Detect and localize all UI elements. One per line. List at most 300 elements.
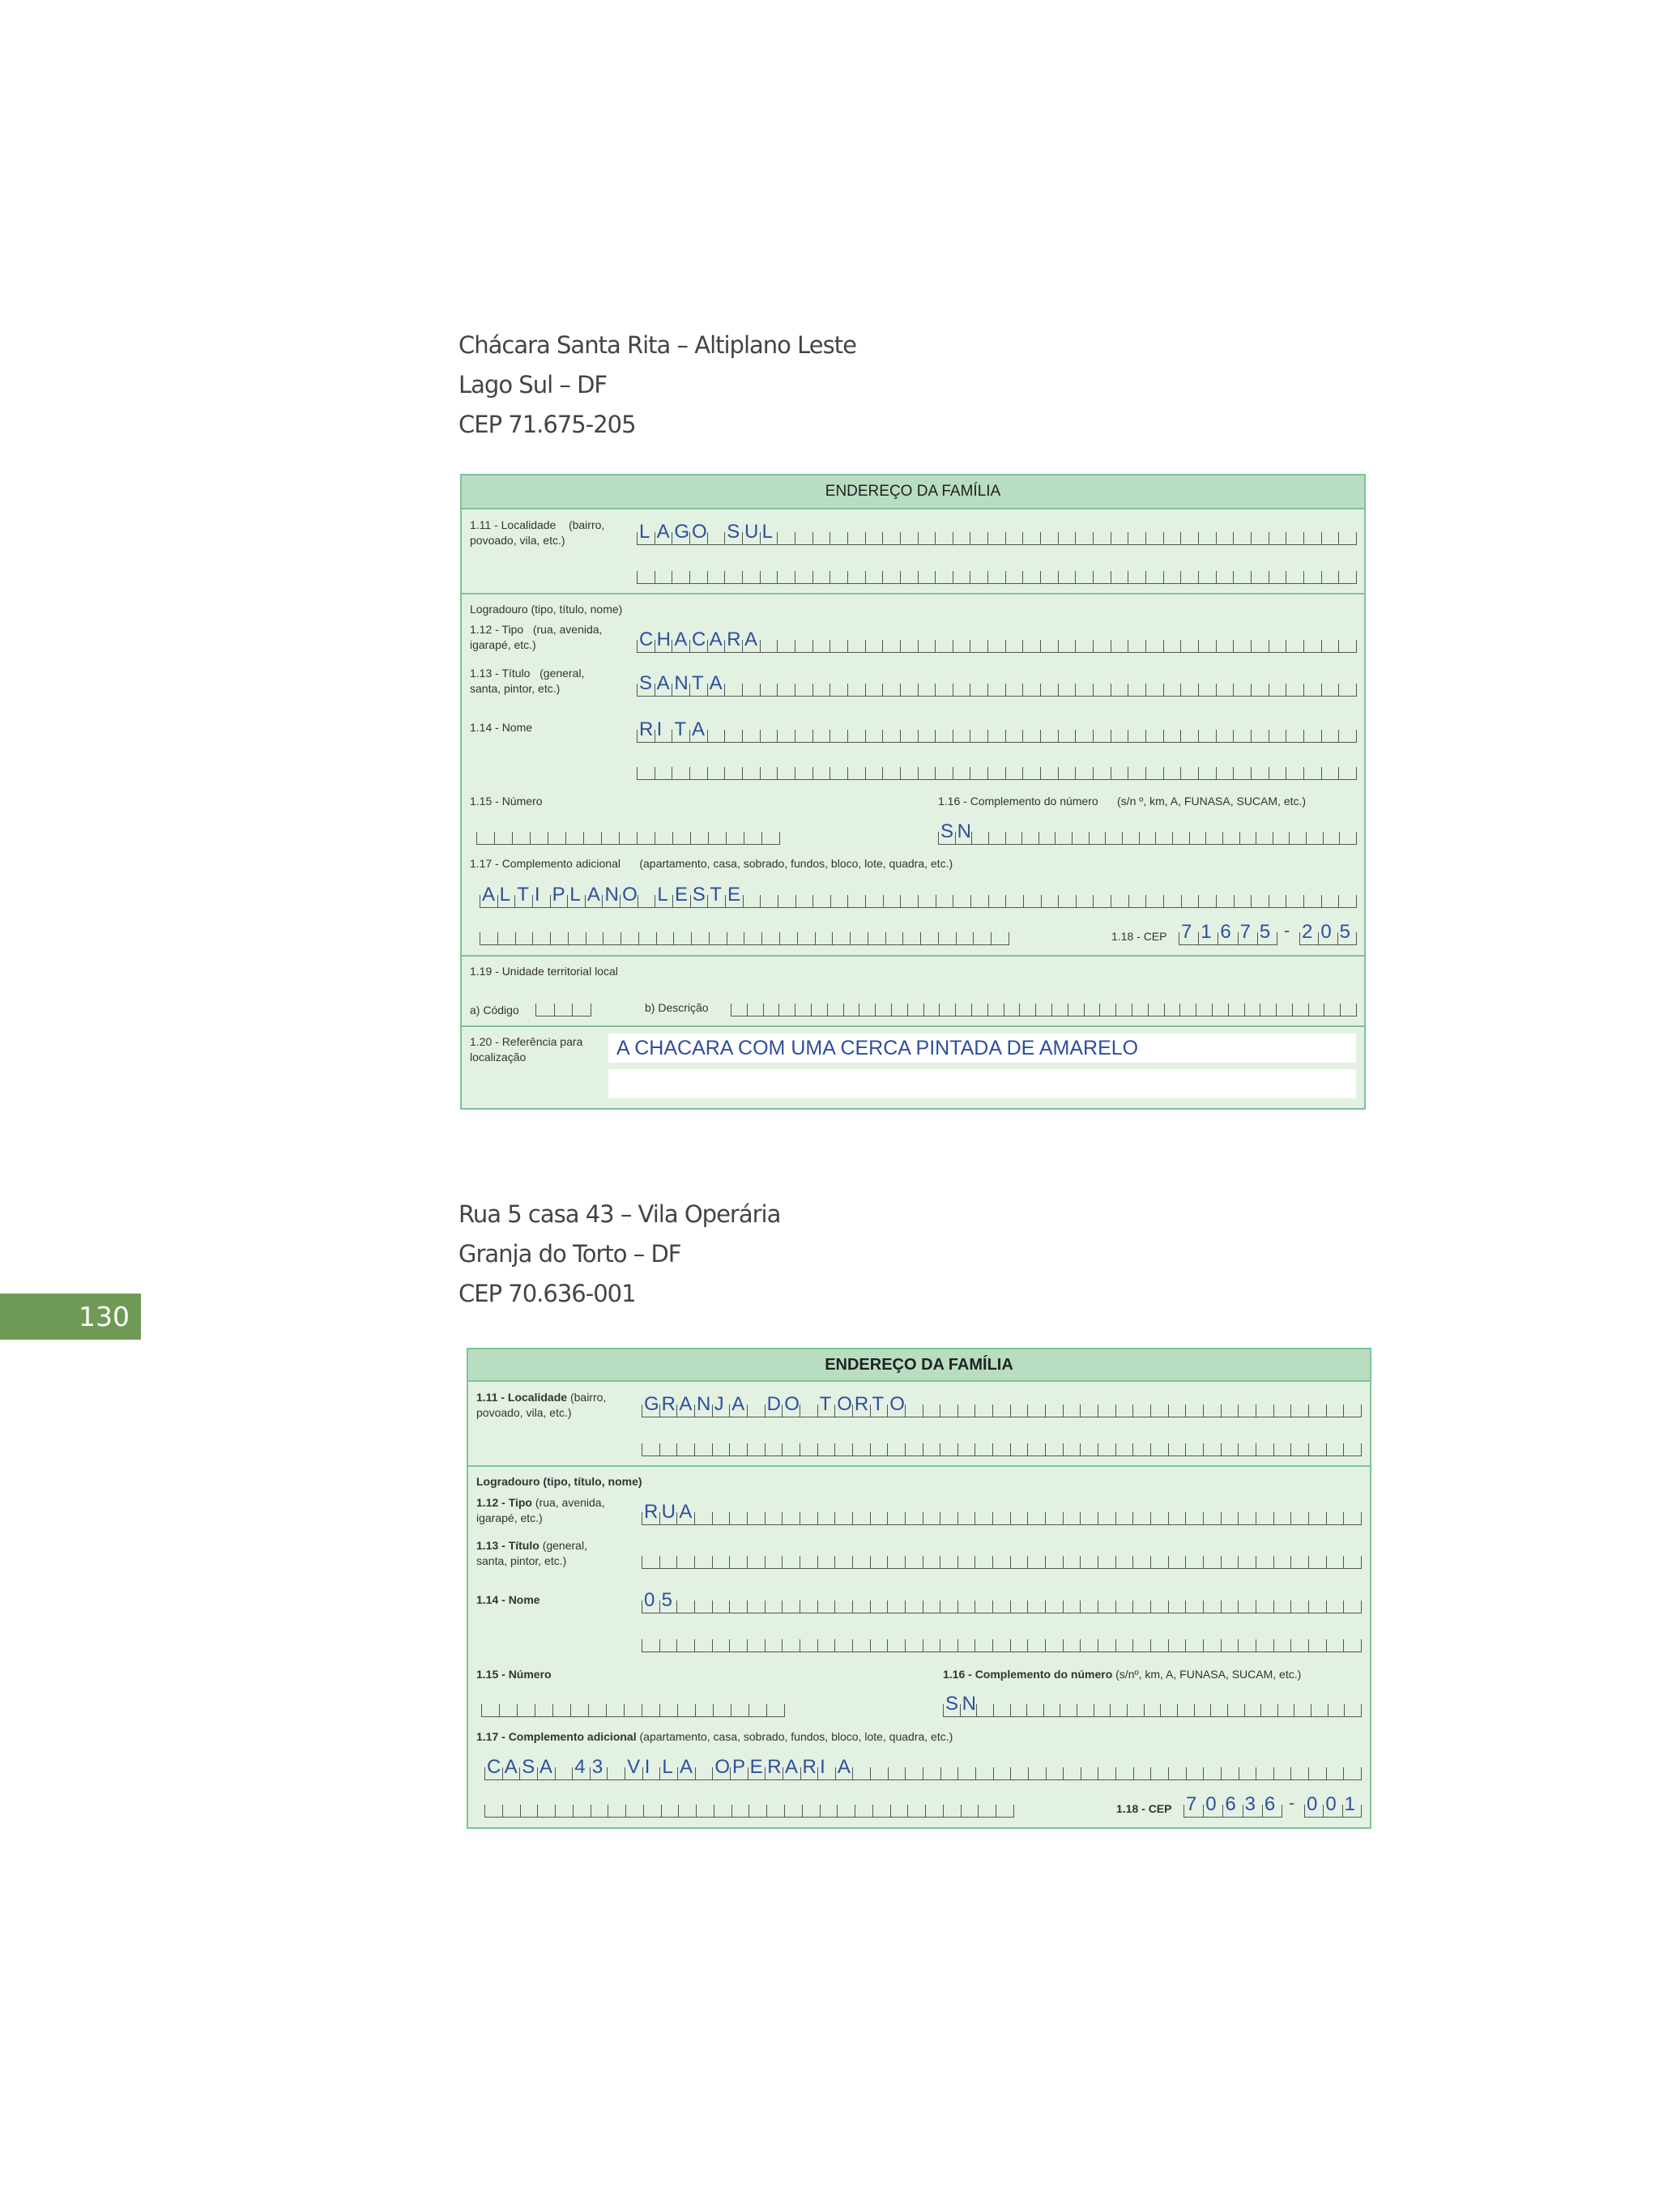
char-box[interactable] xyxy=(502,1805,520,1817)
char-box[interactable] xyxy=(827,1004,843,1016)
char-box[interactable] xyxy=(1221,1512,1239,1524)
char-box[interactable] xyxy=(882,767,900,779)
char-box[interactable] xyxy=(1080,1556,1098,1568)
char-box[interactable] xyxy=(1303,684,1321,696)
char-box[interactable] xyxy=(519,1756,537,1779)
char-box[interactable] xyxy=(1222,832,1239,844)
char-box[interactable] xyxy=(783,1756,800,1779)
char-box[interactable] xyxy=(743,895,761,907)
char-box[interactable] xyxy=(855,1805,872,1817)
char-box[interactable] xyxy=(1010,1556,1028,1568)
char-box[interactable] xyxy=(1198,684,1216,696)
char-box[interactable] xyxy=(714,1805,731,1817)
char-box[interactable] xyxy=(480,884,497,907)
char-box[interactable] xyxy=(655,571,672,583)
char-box[interactable] xyxy=(837,1805,855,1817)
char-box[interactable] xyxy=(1198,730,1216,742)
char-box[interactable] xyxy=(1027,1404,1045,1417)
char-box[interactable] xyxy=(1269,767,1286,779)
char-box[interactable] xyxy=(907,1805,925,1817)
char-box[interactable] xyxy=(588,1704,606,1716)
char-box[interactable] xyxy=(1093,640,1111,652)
char-box[interactable] xyxy=(992,1443,1010,1455)
char-box[interactable] xyxy=(1163,767,1181,779)
char-box[interactable] xyxy=(1304,1793,1323,1817)
char-box[interactable] xyxy=(987,571,1005,583)
char-box[interactable] xyxy=(1251,767,1269,779)
char-box[interactable] xyxy=(953,532,970,544)
char-box[interactable] xyxy=(905,1767,923,1779)
char-box[interactable] xyxy=(1251,532,1269,544)
char-box[interactable] xyxy=(890,1805,908,1817)
char-box[interactable] xyxy=(812,684,830,696)
char-box[interactable] xyxy=(760,571,778,583)
char-box[interactable] xyxy=(1045,1600,1063,1613)
char-box[interactable] xyxy=(1338,767,1357,779)
char-box[interactable] xyxy=(992,1600,1010,1613)
char-box[interactable] xyxy=(655,629,672,652)
char-box[interactable] xyxy=(1132,1556,1150,1568)
char-box[interactable] xyxy=(1093,730,1111,742)
char-box[interactable] xyxy=(865,640,883,652)
char-box[interactable] xyxy=(1075,640,1093,652)
char-box[interactable] xyxy=(1180,532,1198,544)
char-box[interactable] xyxy=(1180,640,1198,652)
char-box[interactable] xyxy=(918,571,936,583)
char-box[interactable] xyxy=(602,884,620,907)
char-box[interactable] xyxy=(918,895,936,907)
char-box[interactable] xyxy=(852,1600,870,1613)
char-box[interactable] xyxy=(905,1556,923,1568)
char-box[interactable] xyxy=(1185,1512,1203,1524)
char-box[interactable] xyxy=(484,1756,502,1779)
char-box[interactable] xyxy=(1080,1639,1098,1652)
char-box[interactable] xyxy=(691,932,709,944)
char-box[interactable] xyxy=(1115,1404,1133,1417)
char-box[interactable] xyxy=(923,1600,940,1613)
char-box[interactable] xyxy=(795,684,812,696)
char-box[interactable] xyxy=(940,1443,957,1455)
char-box[interactable] xyxy=(672,718,689,742)
char-box[interactable] xyxy=(1343,1767,1362,1779)
char-box[interactable] xyxy=(973,932,991,944)
char-box[interactable] xyxy=(1132,1004,1148,1016)
char-box[interactable] xyxy=(1022,684,1040,696)
char-box[interactable] xyxy=(678,1805,696,1817)
char-box[interactable] xyxy=(865,730,883,742)
char-box[interactable] xyxy=(872,1805,890,1817)
char-box[interactable] xyxy=(940,1600,957,1613)
char-box[interactable] xyxy=(812,532,830,544)
localidade-input-line2[interactable] xyxy=(637,556,1357,584)
char-box[interactable] xyxy=(517,1704,535,1716)
char-box[interactable] xyxy=(1205,832,1222,844)
char-box[interactable] xyxy=(935,767,953,779)
char-box[interactable] xyxy=(707,571,725,583)
char-box[interactable] xyxy=(729,1556,747,1568)
char-box[interactable] xyxy=(1243,1793,1262,1817)
char-box[interactable] xyxy=(1286,767,1303,779)
char-box[interactable] xyxy=(1115,1004,1132,1016)
char-box[interactable] xyxy=(1321,730,1339,742)
char-box[interactable] xyxy=(1105,832,1122,844)
localidade-input[interactable] xyxy=(642,1390,1362,1417)
char-box[interactable] xyxy=(784,1805,802,1817)
char-box[interactable] xyxy=(817,1393,835,1417)
char-box[interactable] xyxy=(1027,1600,1045,1613)
char-box[interactable] xyxy=(532,884,550,907)
char-box[interactable] xyxy=(707,629,725,652)
char-box[interactable] xyxy=(800,1756,818,1779)
compl-ad-input[interactable] xyxy=(484,1753,1362,1780)
char-box[interactable] xyxy=(1238,921,1257,944)
descricao-input[interactable] xyxy=(731,989,1357,1016)
char-box[interactable] xyxy=(1172,832,1189,844)
char-box[interactable] xyxy=(812,767,830,779)
char-box[interactable] xyxy=(1132,1443,1150,1455)
char-box[interactable] xyxy=(1342,1793,1362,1817)
char-box[interactable] xyxy=(1233,767,1251,779)
char-box[interactable] xyxy=(868,932,885,944)
char-box[interactable] xyxy=(925,1805,943,1817)
char-box[interactable] xyxy=(1058,640,1076,652)
char-box[interactable] xyxy=(1075,730,1093,742)
char-box[interactable] xyxy=(1321,640,1339,652)
char-box[interactable] xyxy=(1115,1512,1133,1524)
char-box[interactable] xyxy=(834,1443,852,1455)
char-box[interactable] xyxy=(1098,1404,1115,1417)
char-box[interactable] xyxy=(1221,1600,1239,1613)
char-box[interactable] xyxy=(1216,730,1234,742)
char-box[interactable] xyxy=(570,1704,588,1716)
char-box[interactable] xyxy=(795,730,812,742)
char-box[interactable] xyxy=(601,832,619,844)
char-box[interactable] xyxy=(820,1805,838,1817)
char-box[interactable] xyxy=(1005,832,1022,844)
char-box[interactable] xyxy=(970,895,988,907)
char-box[interactable] xyxy=(689,571,707,583)
char-box[interactable] xyxy=(1145,640,1163,652)
char-box[interactable] xyxy=(1150,1600,1168,1613)
char-box[interactable] xyxy=(975,1767,993,1779)
char-box[interactable] xyxy=(760,895,778,907)
char-box[interactable] xyxy=(1198,571,1216,583)
char-box[interactable] xyxy=(1005,895,1023,907)
char-box[interactable] xyxy=(795,571,812,583)
char-box[interactable] xyxy=(689,672,707,696)
char-box[interactable] xyxy=(1260,1704,1277,1716)
char-box[interactable] xyxy=(1150,1556,1168,1568)
char-box[interactable] xyxy=(1180,684,1198,696)
char-box[interactable] xyxy=(955,1004,971,1016)
char-box[interactable] xyxy=(1093,571,1111,583)
char-box[interactable] xyxy=(935,640,953,652)
char-box[interactable] xyxy=(742,684,760,696)
char-box[interactable] xyxy=(1260,1004,1276,1016)
char-box[interactable] xyxy=(1273,1767,1291,1779)
char-box[interactable] xyxy=(1233,532,1251,544)
char-box[interactable] xyxy=(642,1756,660,1779)
char-box[interactable] xyxy=(689,629,707,652)
char-box[interactable] xyxy=(742,521,760,544)
char-box[interactable] xyxy=(642,1501,659,1524)
numero-input[interactable] xyxy=(481,1690,785,1717)
char-box[interactable] xyxy=(1185,1600,1203,1613)
char-box[interactable] xyxy=(1286,684,1303,696)
char-box[interactable] xyxy=(1238,1639,1256,1652)
char-box[interactable] xyxy=(729,1512,747,1524)
char-box[interactable] xyxy=(659,1556,677,1568)
char-box[interactable] xyxy=(1343,1443,1362,1455)
char-box[interactable] xyxy=(938,932,956,944)
char-box[interactable] xyxy=(870,1393,888,1417)
char-box[interactable] xyxy=(815,932,833,944)
char-box[interactable] xyxy=(1321,767,1339,779)
char-box[interactable] xyxy=(1023,895,1041,907)
char-box[interactable] xyxy=(642,1443,659,1455)
char-box[interactable] xyxy=(1132,1600,1150,1613)
char-box[interactable] xyxy=(1212,1004,1228,1016)
char-box[interactable] xyxy=(852,1767,870,1779)
char-box[interactable] xyxy=(712,1556,730,1568)
char-box[interactable] xyxy=(1022,730,1040,742)
char-box[interactable] xyxy=(1286,730,1303,742)
char-box[interactable] xyxy=(883,895,901,907)
char-box[interactable] xyxy=(817,1443,835,1455)
char-box[interactable] xyxy=(672,629,689,652)
char-box[interactable] xyxy=(1045,1556,1063,1568)
char-box[interactable] xyxy=(1075,571,1093,583)
char-box[interactable] xyxy=(724,521,742,544)
char-box[interactable] xyxy=(1185,1639,1203,1652)
char-box[interactable] xyxy=(1326,1600,1344,1613)
char-box[interactable] xyxy=(655,884,672,907)
char-box[interactable] xyxy=(923,1556,940,1568)
char-box[interactable] xyxy=(1051,1004,1068,1016)
char-box[interactable] xyxy=(1058,532,1076,544)
char-box[interactable] xyxy=(923,1512,940,1524)
char-box[interactable] xyxy=(1021,832,1038,844)
char-box[interactable] xyxy=(1010,1704,1027,1716)
char-box[interactable] xyxy=(1081,1767,1098,1779)
char-box[interactable] xyxy=(625,1756,642,1779)
referencia-input[interactable]: A CHACARA COM UMA CERCA PINTADA DE AMARELO xyxy=(608,1034,1356,1063)
char-box[interactable] xyxy=(865,684,883,696)
char-box[interactable] xyxy=(975,1512,992,1524)
char-box[interactable] xyxy=(625,1805,643,1817)
char-box[interactable] xyxy=(1286,532,1303,544)
char-box[interactable] xyxy=(1256,832,1273,844)
char-box[interactable] xyxy=(760,730,778,742)
char-box[interactable] xyxy=(642,1639,659,1652)
char-box[interactable] xyxy=(1180,767,1198,779)
char-box[interactable] xyxy=(637,832,655,844)
char-box[interactable] xyxy=(778,895,795,907)
char-box[interactable] xyxy=(988,832,1005,844)
char-box[interactable] xyxy=(1027,1443,1045,1455)
char-box[interactable] xyxy=(834,1639,852,1652)
char-box[interactable] xyxy=(760,640,778,652)
char-box[interactable] xyxy=(1132,1404,1150,1417)
char-box[interactable] xyxy=(1308,1600,1326,1613)
char-box[interactable] xyxy=(957,1404,975,1417)
char-box[interactable] xyxy=(905,1404,923,1417)
char-box[interactable] xyxy=(694,1639,712,1652)
char-box[interactable] xyxy=(1063,1600,1081,1613)
char-box[interactable] xyxy=(1323,832,1340,844)
char-box[interactable] xyxy=(935,730,953,742)
char-box[interactable] xyxy=(689,767,707,779)
referencia-input-line2[interactable] xyxy=(608,1069,1356,1098)
char-box[interactable] xyxy=(713,1704,731,1716)
char-box[interactable] xyxy=(859,1004,875,1016)
char-box[interactable] xyxy=(729,1443,747,1455)
char-box[interactable] xyxy=(1093,767,1111,779)
compl-num-input[interactable] xyxy=(938,817,1357,845)
char-box[interactable] xyxy=(659,1756,677,1779)
char-box[interactable] xyxy=(1080,1404,1098,1417)
char-box[interactable] xyxy=(1321,532,1339,544)
char-box[interactable] xyxy=(642,1589,659,1613)
char-box[interactable] xyxy=(765,1756,783,1779)
char-box[interactable] xyxy=(1343,1512,1362,1524)
char-box[interactable] xyxy=(552,1704,570,1716)
char-box[interactable] xyxy=(847,730,865,742)
char-box[interactable] xyxy=(1111,895,1128,907)
char-box[interactable] xyxy=(603,932,621,944)
char-box[interactable] xyxy=(535,1004,554,1016)
char-box[interactable] xyxy=(672,571,689,583)
char-box[interactable] xyxy=(811,1004,827,1016)
char-box[interactable] xyxy=(1290,1767,1308,1779)
char-box[interactable] xyxy=(1145,684,1163,696)
char-box[interactable] xyxy=(1010,1600,1028,1613)
char-box[interactable] xyxy=(1198,921,1218,944)
char-box[interactable] xyxy=(1005,684,1023,696)
char-box[interactable] xyxy=(1238,1443,1256,1455)
char-box[interactable] xyxy=(568,932,586,944)
char-box[interactable] xyxy=(953,730,970,742)
char-box[interactable] xyxy=(900,640,918,652)
char-box[interactable] xyxy=(1198,640,1216,652)
char-box[interactable] xyxy=(747,1004,763,1016)
char-box[interactable] xyxy=(620,884,638,907)
char-box[interactable] xyxy=(731,1004,747,1016)
char-box[interactable] xyxy=(1098,1556,1115,1568)
char-box[interactable] xyxy=(765,1393,783,1417)
char-box[interactable] xyxy=(835,1756,853,1779)
char-box[interactable] xyxy=(830,767,847,779)
char-box[interactable] xyxy=(480,932,497,944)
char-box[interactable] xyxy=(748,1756,766,1779)
char-box[interactable] xyxy=(1337,921,1357,944)
char-box[interactable] xyxy=(765,1443,783,1455)
char-box[interactable] xyxy=(1035,1004,1051,1016)
char-box[interactable] xyxy=(870,1556,888,1568)
char-box[interactable] xyxy=(865,571,883,583)
char-box[interactable] xyxy=(918,684,936,696)
char-box[interactable] xyxy=(731,1805,749,1817)
char-box[interactable] xyxy=(1210,1704,1227,1716)
char-box[interactable] xyxy=(1028,1767,1046,1779)
char-box[interactable] xyxy=(779,932,797,944)
char-box[interactable] xyxy=(1150,1512,1168,1524)
char-box[interactable] xyxy=(800,1443,817,1455)
char-box[interactable] xyxy=(1221,1767,1239,1779)
char-box[interactable] xyxy=(970,640,987,652)
char-box[interactable] xyxy=(1185,1556,1203,1568)
char-box[interactable] xyxy=(847,684,865,696)
char-box[interactable] xyxy=(1238,1556,1256,1568)
char-box[interactable] xyxy=(730,1756,748,1779)
char-box[interactable] xyxy=(1308,1556,1326,1568)
char-box[interactable] xyxy=(993,1767,1011,1779)
char-box[interactable] xyxy=(1177,1704,1194,1716)
char-box[interactable] xyxy=(763,1004,779,1016)
char-box[interactable] xyxy=(1122,832,1139,844)
char-box[interactable] xyxy=(747,1639,765,1652)
char-box[interactable] xyxy=(1098,1600,1115,1613)
char-box[interactable] xyxy=(817,1756,835,1779)
char-box[interactable] xyxy=(484,1805,502,1817)
char-box[interactable] xyxy=(731,1704,748,1716)
char-box[interactable] xyxy=(852,1639,870,1652)
char-box[interactable] xyxy=(795,1004,811,1016)
char-box[interactable] xyxy=(830,730,847,742)
char-box[interactable] xyxy=(765,1512,783,1524)
char-box[interactable] xyxy=(1022,532,1040,544)
char-box[interactable] xyxy=(643,1805,661,1817)
char-box[interactable] xyxy=(830,532,847,544)
char-box[interactable] xyxy=(1150,1404,1168,1417)
char-box[interactable] xyxy=(1269,571,1286,583)
char-box[interactable] xyxy=(936,895,953,907)
char-box[interactable] xyxy=(1093,532,1111,544)
char-box[interactable] xyxy=(923,1443,940,1455)
char-box[interactable] xyxy=(812,730,830,742)
char-box[interactable] xyxy=(696,1805,714,1817)
char-box[interactable] xyxy=(1203,1600,1221,1613)
char-box[interactable] xyxy=(1203,1793,1222,1817)
char-box[interactable] xyxy=(707,730,725,742)
char-box[interactable] xyxy=(1256,1556,1273,1568)
char-box[interactable] xyxy=(1111,640,1128,652)
char-box[interactable] xyxy=(1303,767,1321,779)
char-box[interactable] xyxy=(1185,1404,1203,1417)
char-box[interactable] xyxy=(724,767,742,779)
char-box[interactable] xyxy=(1160,1704,1177,1716)
char-box[interactable] xyxy=(1318,921,1337,944)
char-box[interactable] xyxy=(550,932,568,944)
char-box[interactable] xyxy=(1115,1556,1133,1568)
char-box[interactable] xyxy=(555,1805,573,1817)
char-box[interactable] xyxy=(817,1639,835,1652)
char-box[interactable] xyxy=(991,932,1009,944)
char-box[interactable] xyxy=(1045,1443,1063,1455)
char-box[interactable] xyxy=(1203,1767,1221,1779)
char-box[interactable] xyxy=(1262,1793,1282,1817)
char-box[interactable] xyxy=(1063,1639,1081,1652)
char-box[interactable] xyxy=(655,718,672,742)
char-box[interactable] xyxy=(978,1805,996,1817)
char-box[interactable] xyxy=(1026,1704,1043,1716)
char-box[interactable] xyxy=(1239,832,1256,844)
char-box[interactable] xyxy=(987,1004,1004,1016)
char-box[interactable] xyxy=(1089,832,1106,844)
char-box[interactable] xyxy=(744,832,761,844)
char-box[interactable] xyxy=(572,1756,590,1779)
char-box[interactable] xyxy=(1269,684,1286,696)
